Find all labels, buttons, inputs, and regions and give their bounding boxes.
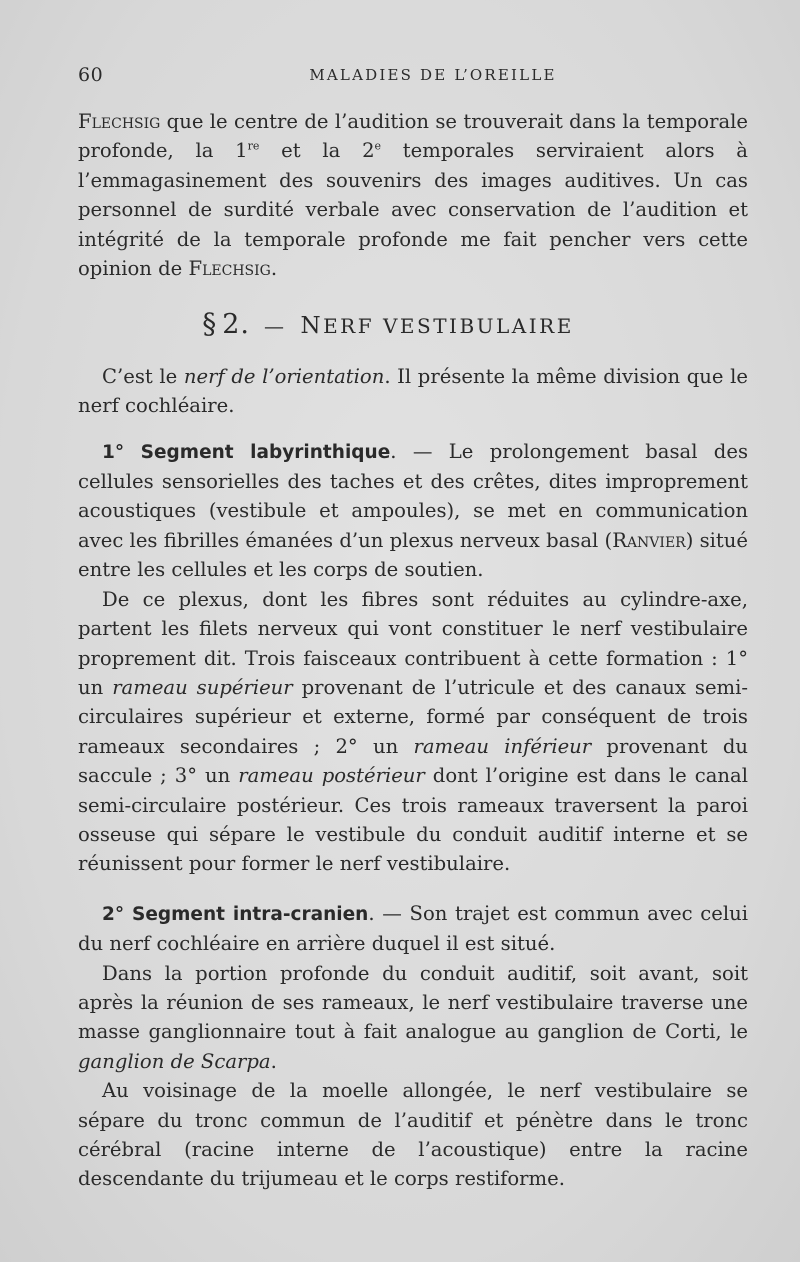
italic-term: rameau supérieur xyxy=(112,675,293,699)
text-run: . xyxy=(270,1049,277,1073)
text-run: C’est le xyxy=(102,364,184,388)
text-run: Au voisinage de la moelle allongée, le nerf vestibulaire se sépare du tronc commun de l’auditif et pénètre dans le tronc cérébral (racine interne de l’acoustique) entre la racine descendante du trijumeau et le corps restiforme. xyxy=(78,1079,748,1191)
text-run: . — Son trajet est commun avec celui du nerf cochléaire en arrière duquel il est situé. xyxy=(78,901,748,956)
superscript: e xyxy=(374,139,382,153)
paragraph-flechsig xyxy=(78,107,748,283)
subheading-label: 1° Segment labyrinthique xyxy=(102,441,391,463)
page-body xyxy=(78,107,748,1194)
italic-term: ganglion de Scarpa xyxy=(78,1049,271,1073)
paragraph-segment-intra-cranien xyxy=(78,899,748,959)
text-run: . xyxy=(270,257,278,281)
text-run: provenant de l’utricule et des canaux semi-circulaires supérieur et externe, formé par conséquent de trois rameaux secondaires ; 2° un xyxy=(78,675,749,758)
section-title-initial: N xyxy=(300,313,324,340)
text-run: et la 2 xyxy=(259,139,375,163)
section-number: 2. xyxy=(222,309,250,341)
author-name: Flechsig xyxy=(188,257,271,281)
paragraph-scarpa xyxy=(78,959,748,1077)
section-heading xyxy=(78,309,748,341)
page-header xyxy=(78,64,748,88)
paragraph-orientation xyxy=(78,362,748,421)
text-run: . Il présente la même division que le nerf cochléaire. xyxy=(78,364,748,418)
paragraph-segment-labyrinthique xyxy=(78,437,748,585)
italic-term: nerf de l’orientation xyxy=(183,364,385,388)
subheading-label: 2° Segment intra-cranien xyxy=(102,903,369,925)
text-run: dont l’origine est dans le canal semi-circulaire postérieur. Ces trois rameaux traversent la paroi osseuse qui sépare le vestibule du conduit auditif interne et se réunissent pour former le nerf vestibulaire. xyxy=(78,764,748,876)
section-title-rest: ERF VESTIBULAIRE xyxy=(323,314,574,339)
italic-term: rameau postérieur xyxy=(238,764,425,788)
text-run: Dans la portion profonde du conduit auditif, soit avant, soit après la réunion de ses rameaux, le nerf vestibulaire traverse une masse ganglionnaire tout à fait analogue au ganglion de Corti, le xyxy=(78,961,748,1044)
paragraph-moelle xyxy=(78,1076,748,1194)
author-name: Flechsig xyxy=(78,110,161,133)
text-run: que le centre de l’audition se trouverait dans la temporale profonde, la 1 xyxy=(78,110,748,163)
running-head: MALADIES DE L’OREILLE xyxy=(309,66,557,84)
text-run: ) situé entre les cellules et les corps de soutien. xyxy=(78,528,748,582)
section-symbol: § xyxy=(202,307,217,341)
text-run: temporales serviraient alors à l’emmagasinement des souvenirs des images auditives. Un cas personnel de surdité verbale avec conservation de l’audition et intégrité de la temporale profonde me fait pencher vers cette opinion de xyxy=(78,139,748,281)
paragraph-plexus xyxy=(78,585,748,879)
superscript: re xyxy=(247,139,260,153)
text-run: . — Le prolongement basal des cellules sensorielles des taches et des crêtes, dites improprement acoustiques (vestibule et ampoules), se met en communication avec les fibrilles émanées d’un plexus nerveux basal ( xyxy=(78,439,748,552)
section-dash: — xyxy=(263,314,287,339)
italic-term: rameau inférieur xyxy=(413,734,592,758)
page-number: 60 xyxy=(78,64,104,86)
text-run: provenant du saccule ; 3° un xyxy=(78,734,748,788)
text-run: De ce plexus, dont les fibres sont réduites au cylindre-axe, partent les filets nerveux qui vont constituer le nerf vestibulaire proprement dit. Trois faisceaux contribuent à cette formation : 1° un xyxy=(78,587,748,699)
author-name: Ranvier xyxy=(612,528,686,552)
